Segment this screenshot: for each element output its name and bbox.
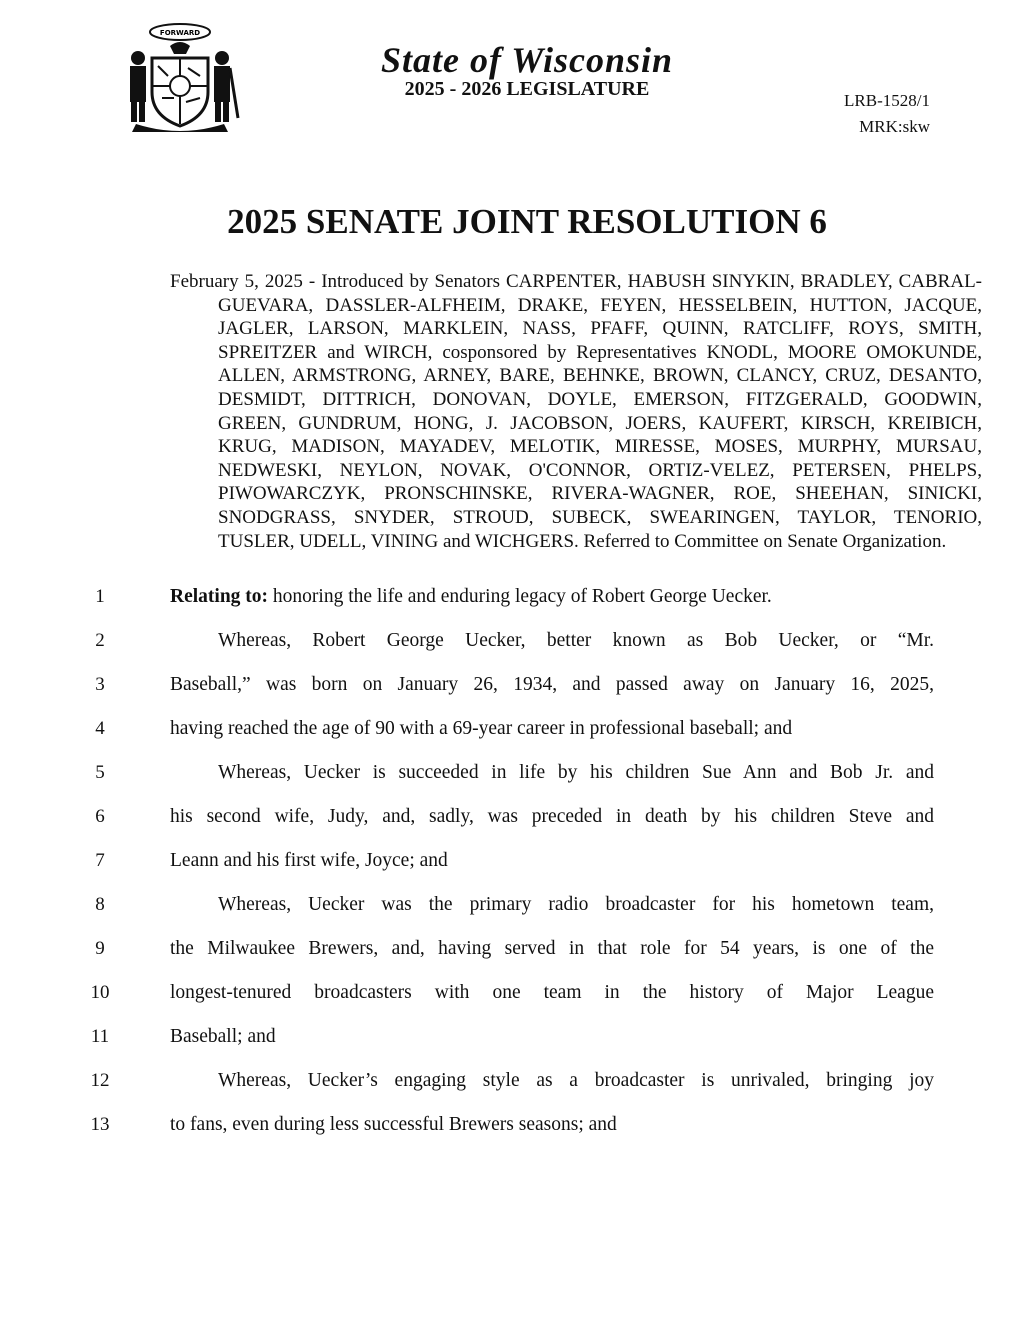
- line-number: 12: [90, 1070, 110, 1091]
- lrb-number: LRB-1528/1: [844, 91, 930, 110]
- line-text: Baseball,” was born on January 26, 1934, and passed away on January 16, 2025,: [170, 674, 934, 695]
- line-number: 2: [95, 630, 105, 651]
- line-text: Whereas, Robert George Uecker, better known as Bob Uecker, or “Mr.: [218, 630, 934, 651]
- numbered-line: [0, 628, 1024, 658]
- numbered-line: [0, 980, 1024, 1010]
- line-text: Baseball; and: [170, 1026, 276, 1047]
- numbered-line: [0, 716, 1024, 746]
- line-number: 9: [95, 938, 105, 959]
- resolution-title: 2025 SENATE JOINT RESOLUTION 6: [227, 202, 827, 241]
- numbered-line: [0, 848, 1024, 878]
- numbered-line: [0, 892, 1024, 922]
- line-text: Whereas, Uecker was the primary radio broadcaster for his hometown team,: [218, 894, 934, 915]
- state-title: State of Wisconsin: [380, 40, 674, 80]
- line-number: 5: [95, 762, 105, 783]
- line-number: 6: [95, 806, 105, 827]
- introduction-paragraph: February 5, 2025 - Introduced by Senators CARPENTER, HABUSH SINYKIN, BRADLEY, CABRAL-GUEVARA, DASSLER-ALFHEIM, DRAKE, FEYEN, HESSELBEIN, HUTTON, JACQUE, JAGLER, LARSON, MARKLEIN, NASS, PFAFF, QUINN, RATCLIFF, ROYS, SMITH, SPREITZER and WIRCH, cosponsored by Representatives KNODL, MOORE OMOKUNDE, ALLEN, ARMSTRONG, ARNEY, BARE, BEHNKE, BROWN, CLANCY, CRUZ, DESANTO, DESMIDT, DITTRICH, DONOVAN, DOYLE, EMERSON, FITZGERALD, GOODWIN, GREEN, GUNDRUM, HONG, J. JACOBSON, JOERS, KAUFERT, KIRSCH, KREIBICH, KRUG, MADISON, MAYADEV, MELOTIK, MIRESSE, MOSES, MURPHY, MURSAU, NEDWESKI, NEYLON, NOVAK, O'CONNOR, ORTIZ-VELEZ, PETERSEN, PHELPS, PIWOWARCZYK, PRONSCHINSKE, RIVERA-WAGNER, ROE, SHEEHAN, SINICKI, SNODGRASS, SNYDER, STROUD, SUBECK, SWEARINGEN, TAYLOR, TENORIO, TUSLER, UDELL, VINING and WICHGERS. Referred to Committee on Senate Organization.: [170, 271, 982, 552]
- line-text: his second wife, Judy, and, sadly, was preceded in death by his children Steve and: [170, 806, 934, 827]
- numbered-line: [0, 760, 1024, 790]
- line-text: to fans, even during less successful Brewers seasons; and: [170, 1114, 617, 1135]
- relating-label: Relating to:: [170, 586, 269, 607]
- line-number: 11: [90, 1026, 110, 1047]
- numbered-line: [0, 672, 1024, 702]
- line-number: 13: [90, 1114, 110, 1135]
- line-text: longest-tenured broadcasters with one team in the history of Major League: [170, 982, 934, 1003]
- line-number: 3: [95, 674, 105, 695]
- line-number: 7: [95, 850, 105, 871]
- line-text: Relating to: honoring the life and enduring legacy of Robert George Uecker.: [170, 586, 772, 607]
- drafter-code: MRK:skw: [859, 117, 930, 136]
- line-text: Whereas, Uecker is succeeded in life by his children Sue Ann and Bob Jr. and: [218, 762, 934, 783]
- wisconsin-seal-logo: [118, 18, 242, 138]
- numbered-line: [0, 1024, 1024, 1054]
- numbered-line: [0, 1112, 1024, 1142]
- line-text: the Milwaukee Brewers, and, having served in that role for 54 years, is one of the: [170, 938, 934, 959]
- legislature-session: 2025 - 2026 LEGISLATURE: [404, 78, 650, 100]
- line-text: having reached the age of 90 with a 69-year career in professional baseball; and: [170, 718, 793, 739]
- seal-banner-text: FORWARD: [159, 29, 201, 37]
- line-text: Whereas, Uecker’s engaging style as a broadcaster is unrivaled, bringing joy: [218, 1070, 934, 1091]
- line-number: 4: [95, 718, 105, 739]
- line-text: Leann and his first wife, Joyce; and: [170, 850, 448, 871]
- numbered-line: [0, 584, 1024, 614]
- line-number: 10: [90, 982, 110, 1003]
- lrb-reference: [844, 88, 930, 140]
- numbered-line: [0, 1068, 1024, 1098]
- line-number: 8: [95, 894, 105, 915]
- numbered-line: [0, 804, 1024, 834]
- line-number: 1: [95, 586, 105, 607]
- numbered-line: [0, 936, 1024, 966]
